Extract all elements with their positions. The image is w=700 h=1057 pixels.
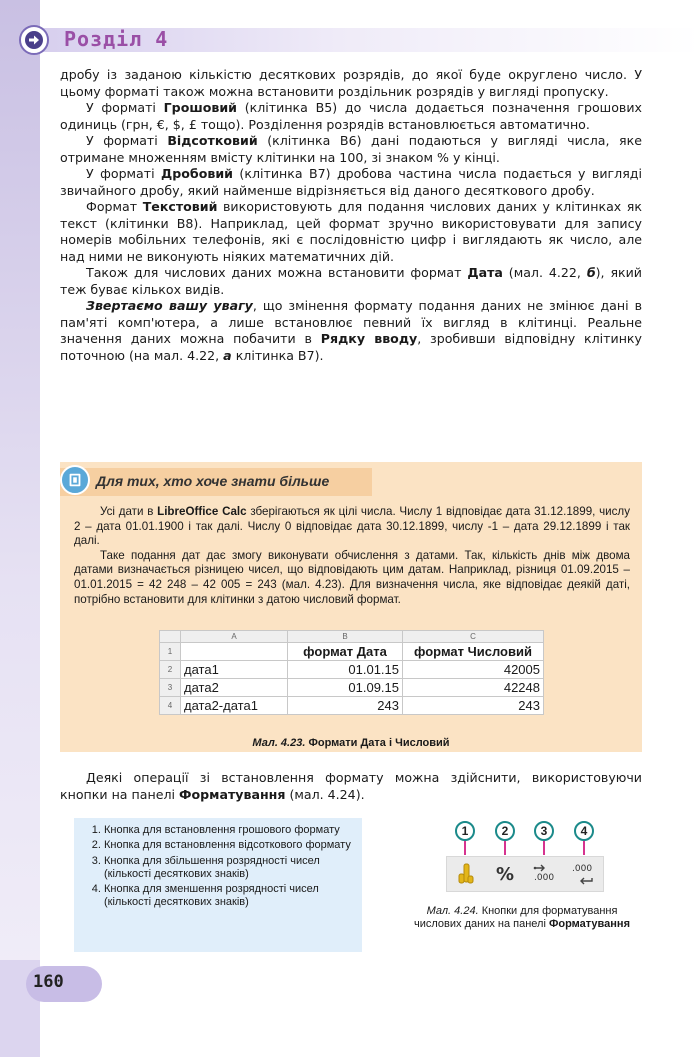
percent-icon: % — [495, 863, 515, 885]
cell-a1 — [181, 643, 288, 661]
marker-pin — [543, 841, 545, 855]
marker-3: 3 — [534, 821, 554, 841]
table-row — [160, 661, 544, 679]
paragraph-8: Деякі операції зі встановлення формату можна здійснити, використовуючи кнопки на панелі Форматування (мал. 4.24). — [60, 770, 642, 802]
column-header-a: A — [181, 631, 288, 643]
paragraph-6: Також для числових даних можна встановити формат Дата (мал. 4.22, б), який теж буває кількох видів. — [60, 265, 642, 297]
marker-pin — [464, 841, 466, 855]
row-header: 1 — [160, 643, 181, 661]
table-row — [160, 643, 544, 661]
info-book-icon — [60, 465, 90, 495]
paragraph-2: У форматі Грошовий (клітинка B5) до числа додається позначення грошових одиниць (грн, €, $, £ тощо). Розділення розрядів встановлюється автоматично. — [60, 100, 642, 132]
paragraph-1: дробу із заданою кількістю десяткових розрядів, до якої буде округлено число. У цьому форматі також можна встановити роздільник розрядів у вигляді пропуску. — [60, 67, 642, 99]
main-text-lower — [60, 770, 642, 803]
table-row — [160, 679, 544, 697]
list-item: 3. Кнопка для збільшення розрядності чисел (кількості десяткових знаків) — [104, 855, 354, 882]
list-item: 2. Кнопка для встановлення відсоткового формату — [104, 839, 354, 852]
cell-a4: дата2-дата1 — [181, 697, 288, 715]
add-decimal-icon: .000 — [530, 860, 560, 888]
currency-format-button[interactable] — [451, 860, 481, 888]
add-decimal-button[interactable] — [530, 860, 560, 888]
table-row — [160, 697, 544, 715]
buttons-legend-box — [74, 818, 362, 952]
paragraph-4: У форматі Дробовий (клітинка B7) дробова частина числа подається у вигляді звичайного дробу, який найменше відрізняється від даного десяткового дробу. — [60, 166, 642, 198]
row-header: 3 — [160, 679, 181, 697]
arrow-right-icon — [24, 30, 44, 50]
row-header: 4 — [160, 697, 181, 715]
marker-1: 1 — [455, 821, 475, 841]
column-header-b: B — [288, 631, 403, 643]
section-title: Розділ 4 — [64, 27, 169, 51]
corner-cell — [160, 631, 181, 643]
cell-c1: формат Числовий — [403, 643, 544, 661]
list-item: 1. Кнопка для встановлення грошового формату — [104, 824, 354, 837]
marker-pin — [504, 841, 506, 855]
spreadsheet-table — [159, 630, 544, 715]
figure-4-23-caption: Мал. 4.23. Формати Дата і Числовий — [252, 737, 450, 749]
figure-4-24-caption: Мал. 4.24. Кнопки для форматування числових даних на панелі Форматування — [414, 905, 630, 931]
paragraph-5: Формат Текстовий використовують для подання числових даних у клітинках як текст (клітинки B8). Наприклад, цей формат зручно використовувати для запису номерів мобільних телефонів, які є послідовністю цифр і виглядають як число, але над ними не виконують ніяких математичних дій. — [60, 199, 642, 264]
section-nav-button[interactable] — [19, 25, 49, 55]
column-header-c: C — [403, 631, 544, 643]
currency-coins-icon — [455, 862, 477, 886]
cell-b3: 01.09.15 — [288, 679, 403, 697]
marker-4: 4 — [574, 821, 594, 841]
cell-a3: дата2 — [181, 679, 288, 697]
info-paragraph-2: Таке подання дат дає змогу виконувати обчислення з датами. Так, кількість днів між двома датами визначається різницею чисел, що відповідають цим датам. Наприклад, різниця 01.09.2015 – 01.01.2015 = 42 248 – 42 005 = 243 (мал. 4.23). Для визначення числа, яке відповідає деякій даті, потрібно встановити для клітинки з датою числовий формат. — [74, 548, 630, 606]
remove-decimal-icon: .000 — [569, 860, 599, 888]
cell-a2: дата1 — [181, 661, 288, 679]
marker-2: 2 — [495, 821, 515, 841]
info-paragraph-1: Усі дати в LibreOffice Calc зберігаються як цілі числа. Числу 1 відповідає дата 31.12.1899, числу 2 – дата 01.01.1900 і так далі. Числу 0 відповідає дата 30.12.1899, числу -1 – дата 29.12.1899 і так далі. — [74, 505, 630, 548]
cell-c2: 42005 — [403, 661, 544, 679]
row-header: 2 — [160, 661, 181, 679]
percent-format-button[interactable] — [490, 860, 520, 888]
main-text — [60, 67, 642, 364]
info-box-title: Для тих, хто хоче знати більше — [96, 473, 330, 489]
list-item: 4. Кнопка для зменшення розрядності чисел (кількості десяткових знаків) — [104, 883, 354, 910]
buttons-legend-list — [86, 824, 354, 910]
paragraph-3: У форматі Відсотковий (клітинка B6) дані подаються у вигляді числа, яке отримане множенням вмісту клітинки на 100, зі знаком % у кінці. — [60, 133, 642, 165]
paragraph-7: Звертаємо вашу увагу, що змінення формату подання даних не змінює дані в пам'яті комп'ютера, а лише встановлює певний їх вигляд в клітинці. Реальне значення даних можна побачити в Рядку вводу, зробивши відповідну клітинку поточною (на мал. 4.22, а клітинка B7). — [60, 298, 642, 363]
marker-pin — [583, 841, 585, 855]
column-header-row — [160, 631, 544, 643]
side-band — [0, 0, 40, 1057]
cell-c3: 42248 — [403, 679, 544, 697]
page-number: 160 — [33, 972, 64, 992]
remove-decimal-button[interactable] — [569, 860, 599, 888]
cell-b2: 01.01.15 — [288, 661, 403, 679]
formatting-toolbar — [446, 856, 604, 892]
cell-b1: формат Дата — [288, 643, 403, 661]
cell-c4: 243 — [403, 697, 544, 715]
info-box-text — [74, 505, 630, 607]
cell-b4: 243 — [288, 697, 403, 715]
